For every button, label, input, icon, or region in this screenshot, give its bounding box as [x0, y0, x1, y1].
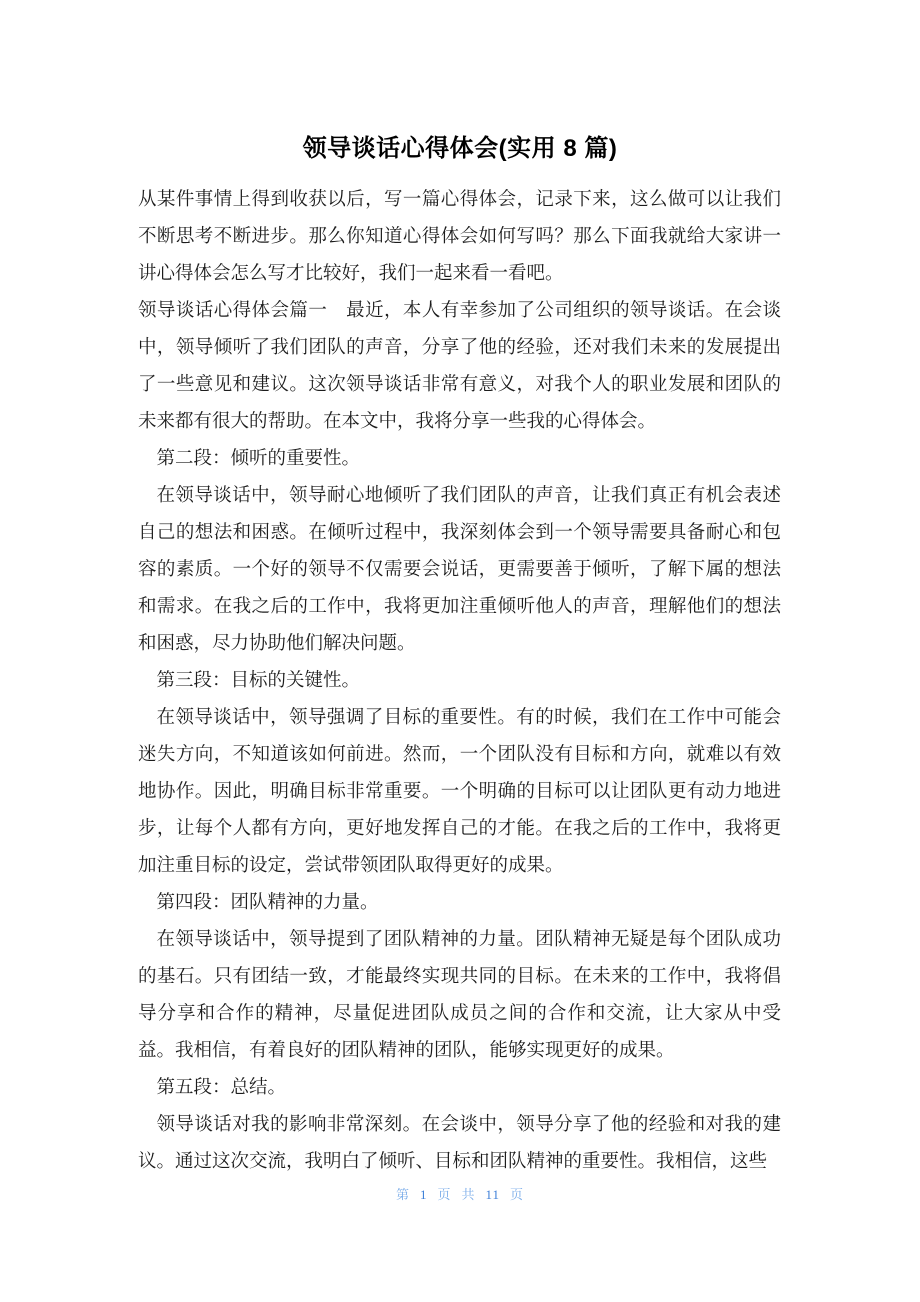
- document-title: 领导谈话心得体会(实用 8 篇): [302, 135, 618, 162]
- footer-word-page-prefix: 第: [395, 1187, 410, 1202]
- page-footer: [0, 1186, 920, 1204]
- paragraph: 第四段：团队精神的力量。: [156, 893, 379, 913]
- paragraph: 在领导谈话中，领导提到了团队精神的力量。团队精神无疑是每个团队成功的基石。只有团结一致，才能最终实现共同的目标。在未来的工作中，我将倡导分享和合作的精神，尽量促进团队成员之间的合作和交流，让大家从中受益。我相信，有着良好的团队精神的团队，能够实现更好的成果。: [138, 930, 781, 1061]
- paragraph: 在领导谈话中，领导强调了目标的重要性。有的时候，我们在工作中可能会迷失方向，不知道该如何前进。然而，一个团队没有目标和方向，就难以有效地协作。因此，明确目标非常重要。一个明确的目标可以让团队更有动力地进步，让每个人都有方向，更好地发挥自己的才能。在我之后的工作中，我将更加注重目标的设定，尝试带领团队取得更好的成果。: [138, 708, 781, 876]
- footer-word-pages: 页: [510, 1187, 525, 1202]
- paragraph: 在领导谈话中，领导耐心地倾听了我们团队的声音，让我们真正有机会表述自己的想法和困惑。在倾听过程中，我深刻体会到一个领导需要具备耐心和包容的素质。一个好的领导不仅需要会说话，更需要善于倾听，了解下属的想法和需求。在我之后的工作中，我将更加注重倾听他人的声音，理解他们的想法和困惑，尽力协助他们解决问题。: [138, 486, 781, 654]
- page-number: 1: [419, 1187, 428, 1202]
- paragraph: 第五段：总结。: [156, 1078, 287, 1098]
- footer-word-total: 共: [461, 1187, 476, 1202]
- paragraph: 第三段：目标的关键性。: [156, 671, 361, 691]
- total-pages: 11: [485, 1187, 501, 1202]
- paragraph: 从某件事情上得到收获以后，写一篇心得体会，记录下来，这么做可以让我们不断思考不断进步。那么你知道心得体会如何写吗？那么下面我就给大家讲一讲心得体会怎么写才比较好，我们一起来看一看吧。: [138, 190, 781, 284]
- paragraph: 第二段：倾听的重要性。: [156, 449, 361, 469]
- footer-word-page: 页: [437, 1187, 452, 1202]
- document-body: [138, 182, 781, 1181]
- paragraph: 领导谈话心得体会篇一 最近，本人有幸参加了公司组织的领导谈话。在会谈中，领导倾听了我们团队的声音，分享了他的经验，还对我们未来的发展提出了一些意见和建议。这次领导谈话非常有意义，对我个人的职业发展和团队的未来都有很大的帮助。在本文中，我将分享一些我的心得体会。: [138, 301, 781, 432]
- paragraph: 领导谈话对我的影响非常深刻。在会谈中，领导分享了他的经验和对我的建议。通过这次交流，我明白了倾听、目标和团队精神的重要性。我相信，这些: [138, 1115, 781, 1172]
